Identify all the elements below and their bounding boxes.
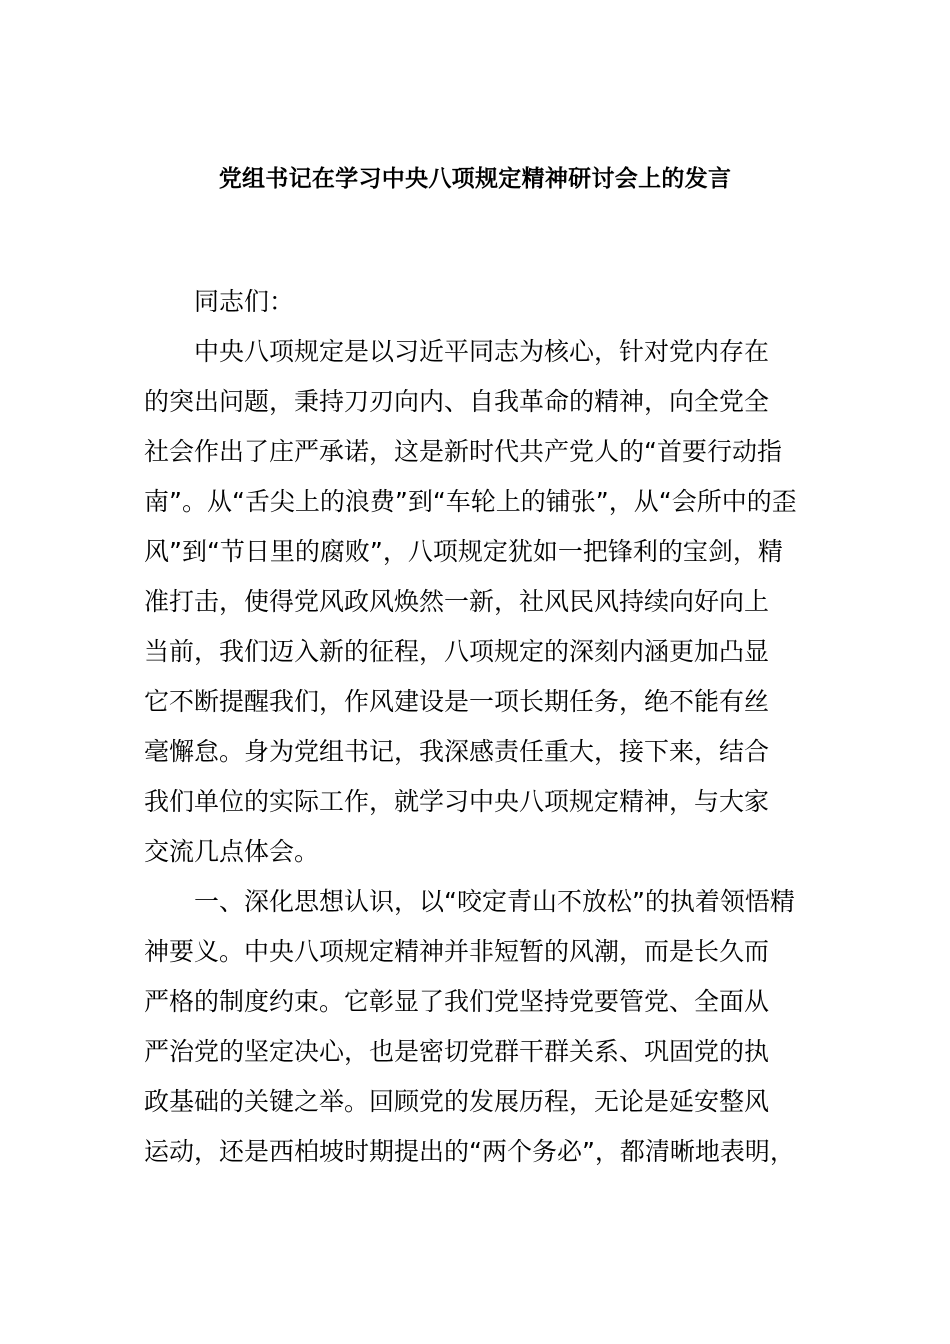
- paragraph-line: 运动，还是西柏坡时期提出的“两个务必”，都清晰地表明，: [144, 1137, 795, 1166]
- paragraph-line: 我们单位的实际工作，就学习中央八项规定精神，与大家: [144, 787, 770, 816]
- document-body: [144, 284, 806, 1184]
- paragraph-line: 社会作出了庄严承诺，这是新时代共产党人的“首要行动指: [144, 437, 782, 466]
- paragraph-1: [144, 334, 806, 884]
- paragraph-line: 风”到“节日里的腐败”，八项规定犹如一把锋利的宝剑，精: [144, 537, 783, 566]
- paragraph-line: 政基础的关键之举。回顾党的发展历程，无论是延安整风: [144, 1087, 770, 1116]
- greeting: 同志们：: [194, 287, 295, 316]
- paragraph-line: 严治党的坚定决心，也是密切党群干群关系、巩固党的执: [144, 1037, 770, 1066]
- paragraph-2: [144, 884, 806, 1184]
- paragraph-line: 的突出问题，秉持刀刃向内、自我革命的精神，向全党全: [144, 387, 770, 416]
- document-title: 党组书记在学习中央八项规定精神研讨会上的发言: [218, 166, 732, 192]
- paragraph-line: 神要义。中央八项规定精神并非短暂的风潮，而是长久而: [144, 937, 770, 966]
- paragraph-line: 中央八项规定是以习近平同志为核心，针对党内存在: [194, 337, 770, 366]
- paragraph-line: 严格的制度约束。它彰显了我们党坚持党要管党、全面从: [144, 987, 770, 1016]
- paragraph-line: 当前，我们迈入新的征程，八项规定的深刻内涵更加凸显: [144, 637, 770, 666]
- paragraph-line: 毫懈怠。身为党组书记，我深感责任重大，接下来，结合: [144, 737, 770, 766]
- paragraph-line: 准打击，使得党风政风焕然一新，社风民风持续向好向上: [144, 587, 770, 616]
- paragraph-line: 交流几点体会。: [144, 837, 320, 866]
- paragraph-line: 南”。从“舌尖上的浪费”到“车轮上的铺张”，从“会所中的歪: [144, 487, 797, 516]
- paragraph-line: 一、深化思想认识，以“咬定青山不放松”的执着领悟精: [194, 887, 795, 916]
- paragraph-line: 它不断提醒我们，作风建设是一项长期任务，绝不能有丝: [144, 687, 770, 716]
